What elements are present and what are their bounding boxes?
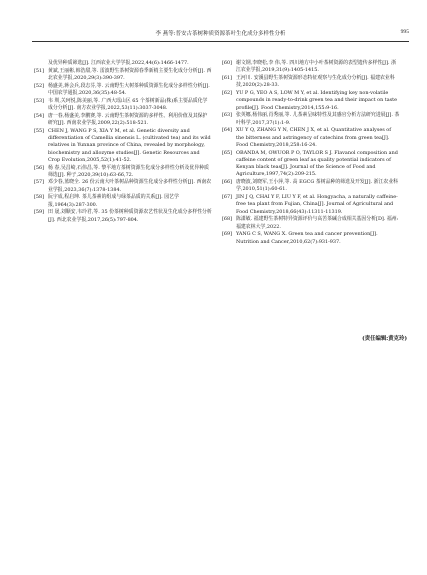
reference-number: [61] bbox=[222, 74, 233, 81]
references-right-column bbox=[222, 60, 400, 246]
reference-text: 谢文钢,李晓松,李 伟,等. 四川地方中小叶茶树资源的表型遗传多样性[J]. 浙江农业学报,2019,31(9):1405-1415. bbox=[236, 60, 397, 74]
reference-text: 杨盛美,蒋会兵,段志芬,等. 云南野生大树茶种质资源生化成分多样性分析[J]. 中国农学通报,2020,36(35):48-54. bbox=[48, 82, 210, 96]
reference-text: 杨 春,吴昌崎,石伟昌,等. 黎平地方茶树资源生化成分多样性分析及优异种质筛选[J]. 种子,2020,39(10):63-66,72. bbox=[48, 164, 209, 178]
page-number: 995 bbox=[400, 29, 409, 35]
reference-text: XU Y Q, ZHANG Y N, CHEN J X, et al. Quantitative analyses of the bitterness and astringency of catechins from green tea[J]. Food Chemistry,2018,258:16-24. bbox=[236, 127, 392, 148]
reference-item bbox=[222, 112, 400, 127]
reference-number: [60] bbox=[222, 60, 233, 66]
references-left-column bbox=[34, 60, 212, 224]
reference-item bbox=[34, 113, 212, 128]
reference-item bbox=[222, 150, 400, 179]
reference-text: JIN J Q, CHAI Y F, LIU Y F, et al. Hongyacha, a naturally caffeine-free tea plant from Fujian, China[J]. Journal of Agricultural and Food Chemistry,2018,66(43):11311-11319. bbox=[236, 194, 398, 215]
reference-item bbox=[34, 68, 212, 83]
responsible-editor: (责任编辑:黄克玲) bbox=[362, 336, 407, 342]
reference-text: 阮宇成,程启坤. 茶儿茶素的组成与绿茶品质的关系[J]. 园艺学报,1964(3):287-300. bbox=[48, 194, 179, 208]
reference-item bbox=[222, 127, 400, 149]
reference-number: [64] bbox=[222, 127, 233, 134]
reference-text: OBANDA M, OWUOR P O, TAYLOR S J. Flavanol composition and caffeine content of green leaf as quality potential indicators of Kenyan black teas[J]. Journal of the Science of Food and Agriculture,1997,74(2):209-215. bbox=[236, 149, 398, 178]
reference-number: [52] bbox=[34, 82, 45, 89]
reference-text: YANG C S, WANG X. Green tea and cancer prevention[J]. Nutrition and Cancer,2010,62(7):931-937. bbox=[236, 231, 378, 245]
reference-item bbox=[222, 216, 400, 231]
reference-number: [67] bbox=[222, 194, 233, 201]
reference-item bbox=[34, 179, 212, 194]
reference-text: 唐一春,杨盛美,李鹏赛,等. 云南野生茶树资源的多样性、利用价值及其保护研究[J]. 西南农业学报,2009,22(2):518-521. bbox=[48, 112, 208, 126]
reference-number: [68] bbox=[222, 216, 233, 223]
reference-item bbox=[222, 179, 400, 194]
reference-number: [59] bbox=[34, 209, 45, 216]
reference-item bbox=[34, 194, 212, 209]
reference-number: [63] bbox=[222, 112, 233, 119]
reference-number: [56] bbox=[34, 164, 45, 171]
reference-text: CHEN J, WANG P S, XIA Y M, et al. Genetic diversity and differentiation of Camellia sinensis L. (cultivated tea) and its wild relatives in Yunnan province of China, revealed by morphology, biochemistry and allozyme studies[J]. Genetic Resources and Crop Evolution,2005,52(1):41-52. bbox=[48, 127, 211, 163]
reference-item bbox=[222, 90, 400, 112]
running-header bbox=[32, 28, 409, 42]
reference-text: 邓少春,蓝晓全. 26 份云南大叶茶树品种资源生化成分多样性分析[J]. 西南农业学报,2023,36(7):1378-1384. bbox=[48, 179, 212, 193]
reference-item bbox=[34, 128, 212, 164]
reference-number: [57] bbox=[34, 179, 45, 186]
reference-item bbox=[222, 231, 400, 246]
reference-number: [55] bbox=[34, 127, 45, 134]
reference-text: YU P G, YEO A S, LOW M Y, et al. Identifying key non-volatile compounds in ready-to-drink green tea and their impact on taste profile[J]. Food Chemistry,2014,155:9-16. bbox=[236, 89, 398, 111]
reference-text: 黄斌,王丽彬,韩浩甜,等. 雷波野生茶树资源春季新梢主要生化成分分析[J]. 西北农业学报,2020,29(3):390-397. bbox=[48, 67, 212, 81]
reference-text: 及优异种质筛选[J]. 江西农业大学学报,2022,44(6):1466-1477. bbox=[48, 60, 189, 66]
reference-text: 陈潇敏. 福建野生茶树特异资源评价与高苦茶碱合成相关基因分析[D]. 福州:福建农林大学,2022. bbox=[236, 216, 399, 230]
reference-text: 王河川. 安溪县野生茶树资源形态特征观察与生化成分分析[J]. 福建农业科技,2020(2):28-33. bbox=[236, 74, 395, 89]
reference-item bbox=[222, 75, 400, 90]
reference-item bbox=[34, 209, 212, 224]
reference-item bbox=[34, 98, 212, 113]
reference-text: 田 晟,刘顺安,韦玲君,等. 35 份茶树种质资源农艺性状及生化成分多样性分析[J]. 西北农业学报,2017,26(5):797-804. bbox=[48, 209, 212, 223]
reference-number: [62] bbox=[222, 89, 233, 96]
reference-item bbox=[222, 194, 400, 216]
reference-number: [65] bbox=[222, 149, 233, 156]
reference-item bbox=[34, 83, 212, 98]
reference-number: [54] bbox=[34, 112, 45, 119]
reference-text: 张英娜,杨伟丽,肖秀丽,等. 儿茶素呈味特性及其感官分析方法研究进展[J]. 茶叶科学,2017,37(1):1-9. bbox=[236, 112, 400, 126]
reference-text: 唐晓波,刘晓军,王小萍,等. 高 EGCG 茶树品种的筛选及开发[J]. 浙江农业科学,2010,51(1):60-61. bbox=[236, 179, 399, 193]
reference-number: [58] bbox=[34, 194, 45, 201]
running-title: 李 燕等:普安古茶树种质资源茶叶生化成分多样性分析 bbox=[155, 31, 286, 37]
reference-item bbox=[34, 60, 212, 67]
reference-number: [53] bbox=[34, 97, 45, 104]
reference-number: [66] bbox=[222, 179, 233, 186]
reference-number: [69] bbox=[222, 231, 233, 238]
reference-text: 韦 圳,关珂悦,陈美丽,等. 广西大瑶山区 65 个茶树新品(株)系主要品质化学成分分析[J]. 南方农业学报,2022,53(11):3037-3048. bbox=[48, 97, 208, 111]
reference-item bbox=[222, 60, 400, 75]
reference-item bbox=[34, 165, 212, 180]
reference-number: [51] bbox=[34, 67, 45, 74]
